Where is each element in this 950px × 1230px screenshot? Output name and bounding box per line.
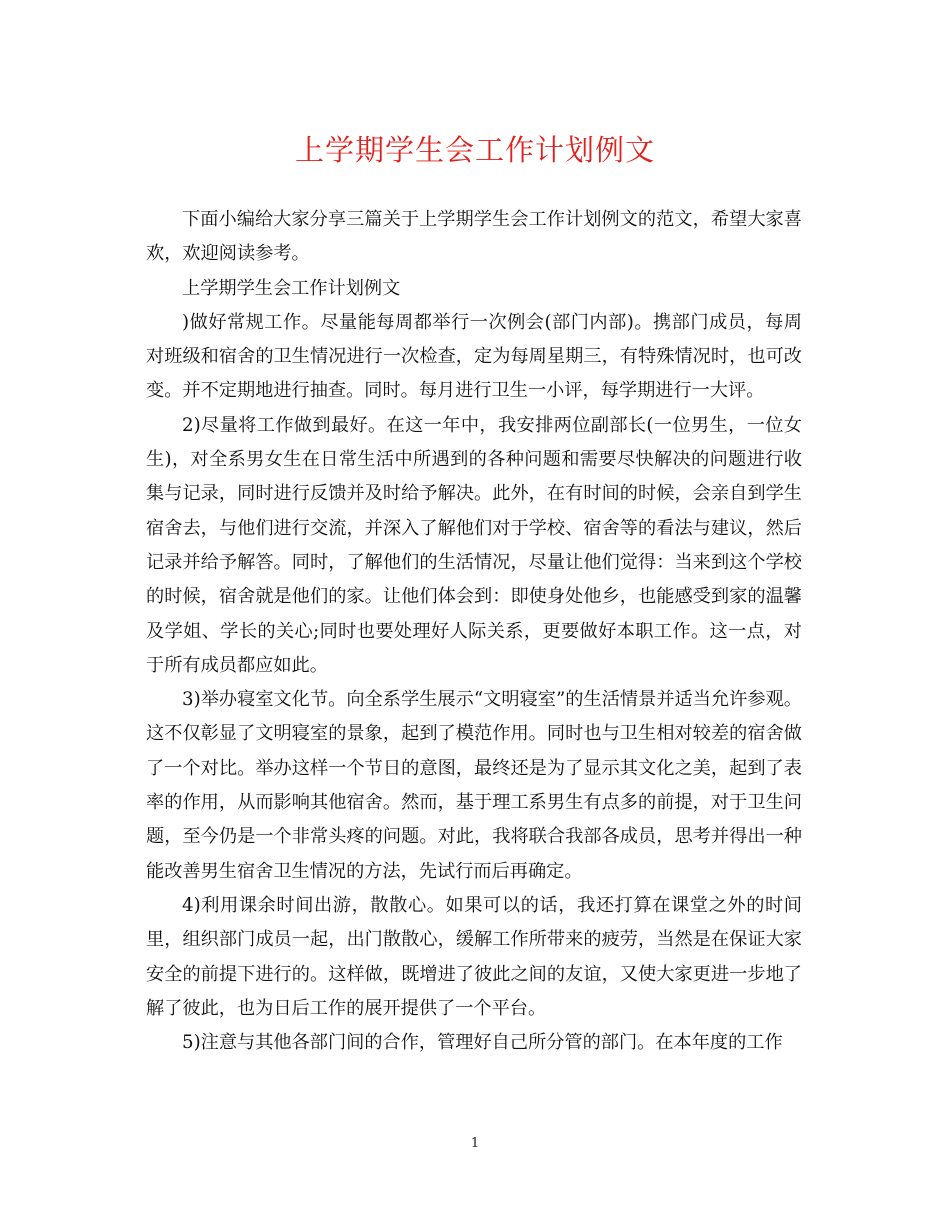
page-number: 1 [470, 1136, 480, 1151]
paragraph-item-3: 3)举办寝室文化节。向全系学生展示“文明寝室”的生活情景并适当允许参观。这不仅彰显了文明寝室的景象，起到了模范作用。同时也与卫生相对较差的宿舍做了一个对比。举办这样一个节日的意图，最终还是为了显示其文化之美，起到了表率的作用，从而影响其他宿舍。然而，基于理工系男生有点多的前提，对于卫生问题，至今仍是一个非常头疼的问题。对此，我将联合我部各成员，思考并得出一种能改善男生宿舍卫生情况的方法，先试行而后再确定。 [146, 689, 802, 882]
paragraph-item-2: 2)尽量将工作做到最好。在这一年中，我安排两位副部长(一位男生，一位女生)，对全系男女生在日常生活中所遇到的各种问题和需要尽快解决的问题进行收集与记录，同时进行反馈并及时给予解决。此外，在有时间的时候，会亲自到学生宿舍去，与他们进行交流，并深入了解他们对于学校、宿舍等的看法与建议，然后记录并给予解答。同时，了解他们的生活情况，尽量让他们觉得：当来到这个学校的时候，宿舍就是他们的家。让他们体会到：即使身处他乡，也能感受到家的温馨及学姐、学长的关心;同时也要处理好人际关系，更要做好本职工作。这一点，对于所有成员都应如此。 [146, 414, 802, 676]
paragraph-item-1: )做好常规工作。尽量能每周都举行一次例会(部门内部)。携部门成员，每周对班级和宿舍的卫生情况进行一次检查，定为每周星期三，有特殊情况时，也可改变。并不定期地进行抽查。同时。每月进行卫生一小评，每学期进行一大评。 [146, 311, 802, 402]
section-heading: 上学期学生会工作计划例文 [182, 277, 401, 299]
document-body [146, 203, 802, 1060]
paragraph-item-4: 4)利用课余时间出游，散散心。如果可以的话，我还打算在课堂之外的时间里，组织部门成员一起，出门散散心，缓解工作所带来的疲劳，当然是在保证大家安全的前提下进行的。这样做，既增进了彼此之间的友谊，又使大家更进一步地了解了彼此，也为日后工作的展开提供了一个平台。 [146, 894, 802, 1019]
intro-paragraph: 下面小编给大家分享三篇关于上学期学生会工作计划例文的范文，希望大家喜欢，欢迎阅读参考。 [146, 209, 802, 265]
paragraph-item-5: 5)注意与其他各部门间的合作，管理好自己所分管的部门。在本年度的工作 [182, 1032, 783, 1054]
document-title: 上学期学生会工作计划例文 [294, 133, 655, 167]
